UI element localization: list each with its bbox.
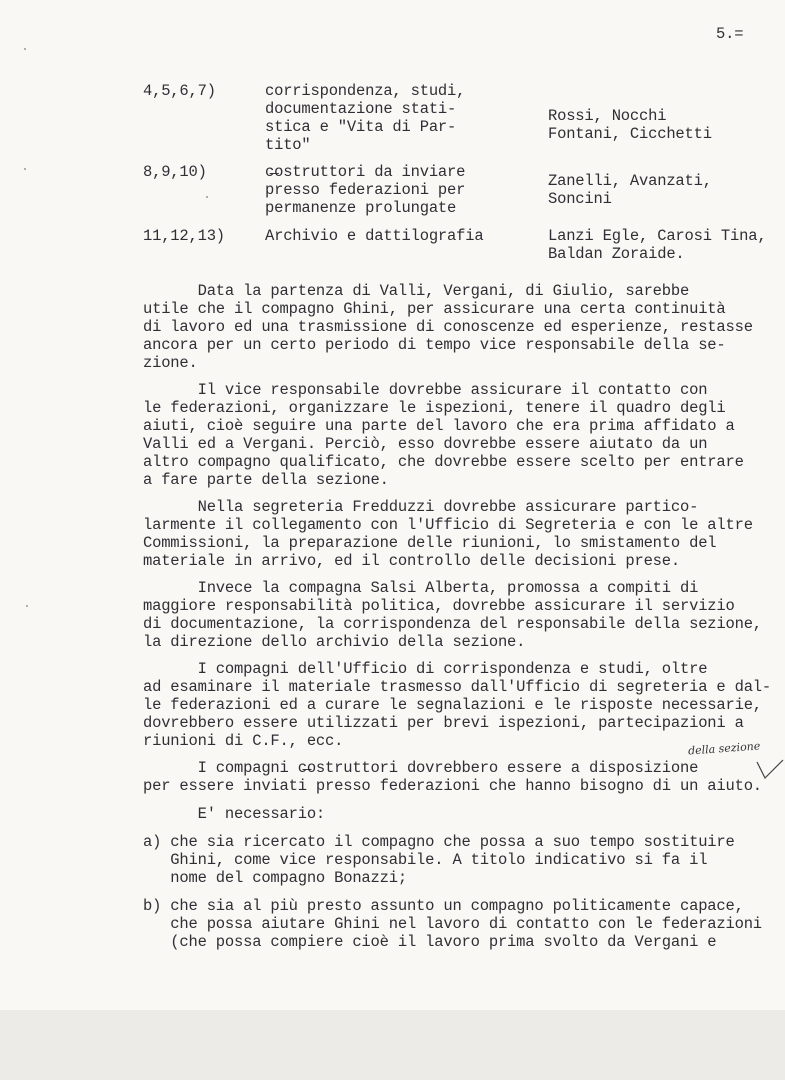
- row-2-numbers: 8,9,10): [143, 163, 207, 181]
- row-1-names-line: Fontani, Cicchetti: [548, 125, 712, 143]
- paper-speck: [24, 48, 26, 50]
- body-line: I compagni c̶ostruttori dovrebbero essere a disposizione: [143, 759, 699, 777]
- list-item-b-line: b) che sia al più presto assunto un compagno politicamente capace,: [143, 897, 744, 915]
- list-item-a-line: a) che sia ricercato il compagno che possa a suo tempo sostituire: [143, 833, 735, 851]
- body-line: larmente il collegamento con l'Ufficio di Segreteria e con le altre: [143, 516, 753, 534]
- body-line: per essere inviati presso federazioni che hanno bisogno di un aiuto.: [143, 777, 762, 795]
- row-1-task-line: stica e "Vita di Par-: [265, 118, 457, 136]
- body-line: E' necessario:: [143, 805, 326, 823]
- body-line: I compagni dell'Ufficio di corrispondenza e studi, oltre: [143, 660, 708, 678]
- row-2-task-line: permanenze prolungate: [265, 199, 457, 217]
- row-3-task-line: Archivio e dattilografia: [265, 227, 484, 245]
- page-number: 5.=: [716, 25, 744, 43]
- row-1-names-line: Rossi, Nocchi: [548, 107, 667, 125]
- paper-speck: [24, 168, 26, 170]
- body-line: ad esaminare il materiale trasmesso dall'Ufficio di segreteria e dal-: [143, 678, 772, 696]
- paper-speck: [26, 605, 28, 607]
- body-line: aiuti, cioè seguire una parte del lavoro che era prima affidato a: [143, 417, 735, 435]
- row-1-numbers: 4,5,6,7): [143, 82, 216, 100]
- body-line: zione.: [143, 354, 198, 372]
- row-1-task-line: corrispondenza, studi,: [265, 82, 466, 100]
- list-item-a-line: Ghini, come vice responsabile. A titolo indicativo si fa il: [143, 851, 708, 869]
- body-line: ancora per un certo periodo di tempo vice responsabile della se-: [143, 336, 726, 354]
- paper-speck: [206, 196, 208, 198]
- body-line: Valli ed a Vergani. Perciò, esso dovrebbe essere aiutato da un: [143, 435, 708, 453]
- body-line: la direzione dello archivio della sezione.: [143, 633, 526, 651]
- body-line: maggiore responsabilità politica, dovrebbe assicurare il servizio: [143, 597, 735, 615]
- row-1-task-line: documentazione stati-: [265, 100, 457, 118]
- body-line: Commissioni, la preparazione delle riunioni, lo smistamento del: [143, 534, 717, 552]
- handwritten-annotation: della sezione: [687, 739, 761, 758]
- body-line: Invece la compagna Salsi Alberta, promossa a compiti di: [143, 579, 699, 597]
- body-line: utile che il compagno Ghini, per assicurare una certa continuità: [143, 300, 726, 318]
- body-line: riunioni di C.F., ecc.: [143, 732, 344, 750]
- row-2-names-line: Zanelli, Avanzati,: [548, 172, 712, 190]
- body-line: dovrebbero essere utilizzati per brevi ispezioni, partecipazioni a: [143, 714, 744, 732]
- body-line: le federazioni ed a curare le segnalazioni e le risposte necessarie,: [143, 696, 762, 714]
- scan-background: [0, 1010, 785, 1080]
- list-item-a-line: nome del compagno Bonazzi;: [143, 869, 407, 887]
- body-line: Data la partenza di Valli, Vergani, di Giulio, sarebbe: [143, 282, 690, 300]
- body-line: Nella segreteria Fredduzzi dovrebbe assicurare partico-: [143, 498, 699, 516]
- row-2-task-line: presso federazioni per: [265, 181, 466, 199]
- row-3-numbers: 11,12,13): [143, 227, 225, 245]
- body-line: di documentazione, la corrispondenza del responsabile della sezione,: [143, 615, 762, 633]
- row-3-names-line: Baldan Zoraide.: [548, 245, 685, 263]
- body-line: le federazioni, organizzare le ispezioni, tenere il quadro degli: [143, 399, 726, 417]
- body-line: altro compagno qualificato, che dovrebbe essere scelto per entrare: [143, 453, 744, 471]
- row-3-names-line: Lanzi Egle, Carosi Tina,: [548, 227, 767, 245]
- row-2-names-line: Soncini: [548, 190, 612, 208]
- body-line: materiale in arrivo, ed il controllo delle decisioni prese.: [143, 552, 680, 570]
- list-item-b-line: che possa aiutare Ghini nel lavoro di contatto con le federazioni: [143, 915, 762, 933]
- body-line: Il vice responsabile dovrebbe assicurare il contatto con: [143, 381, 708, 399]
- body-line: di lavoro ed una trasmissione di conoscenze ed esperienze, restasse: [143, 318, 753, 336]
- list-item-b-line: (che possa compiere cioè il lavoro prima svolto da Vergani e: [143, 933, 717, 951]
- row-1-task-line: tito": [265, 136, 311, 154]
- row-2-task-line: c̶ostruttori da inviare: [265, 163, 466, 181]
- body-line: a fare parte della sezione.: [143, 471, 389, 489]
